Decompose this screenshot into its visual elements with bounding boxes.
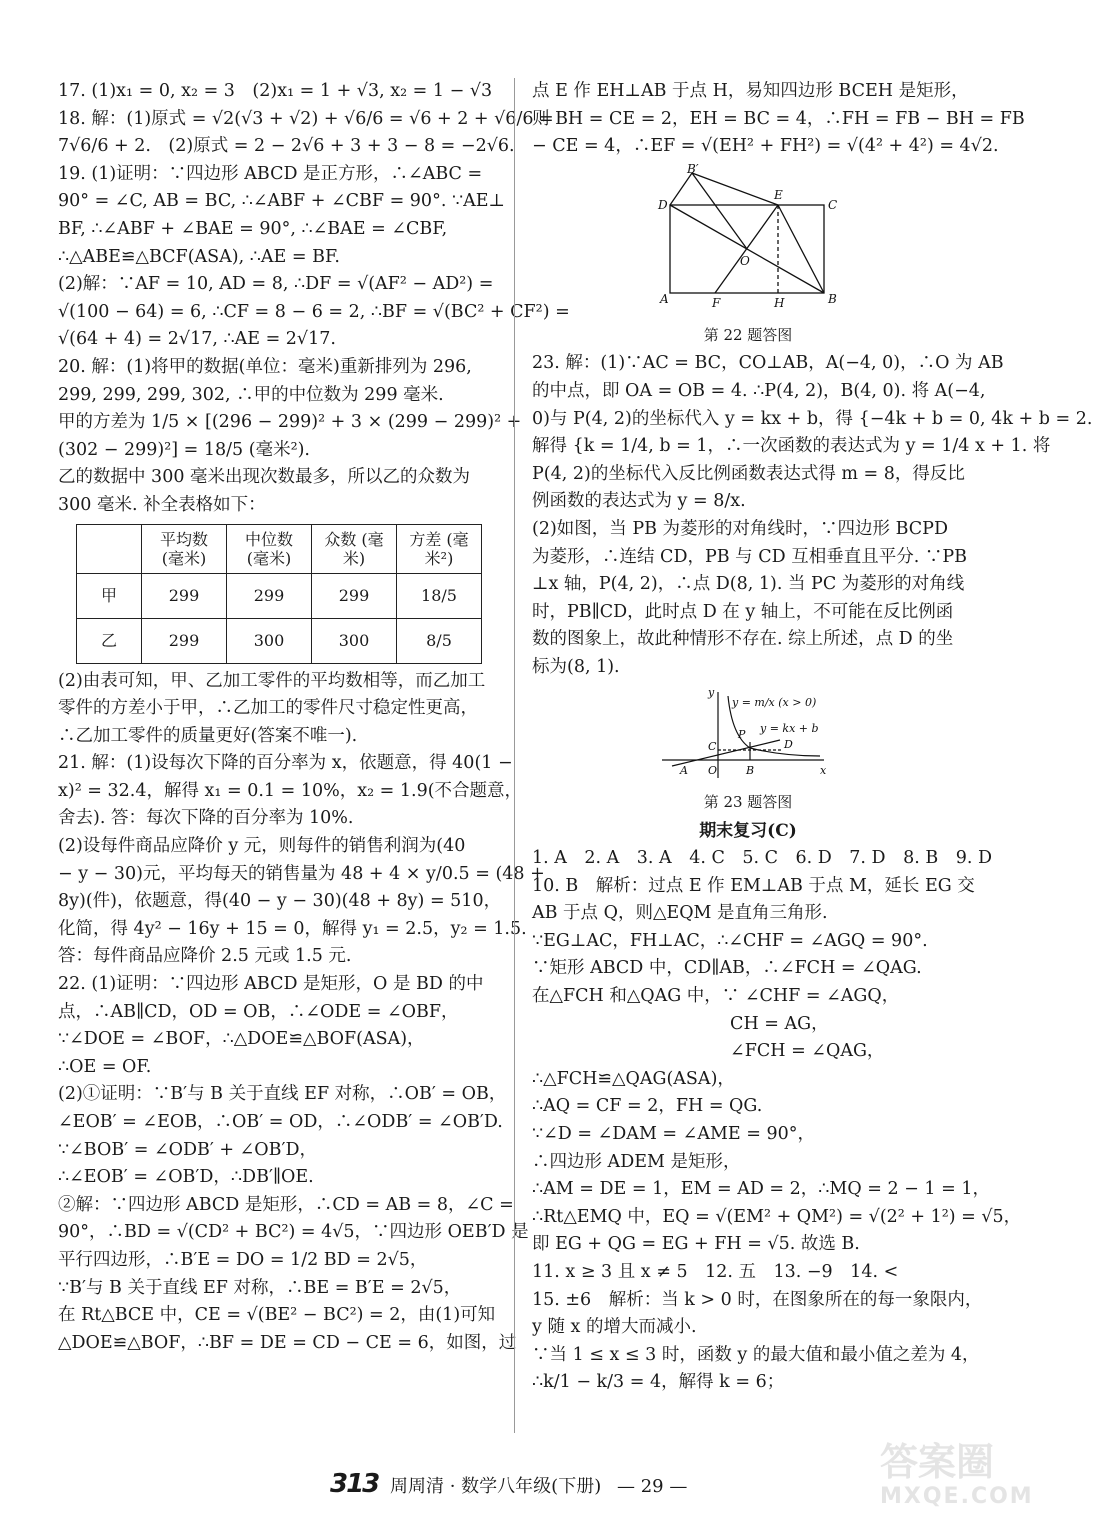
text-line: ∠FCH = ∠QAG， [532, 1041, 885, 1062]
label-inverse-function: y = m/x (x > 0) [732, 695, 817, 709]
text-line: 乙的数据中 300 毫米出现次数最多，所以乙的众数为 [58, 467, 471, 488]
text-line: 在△FCH 和△QAG 中，∵ ∠CHF = ∠AGQ， [532, 986, 900, 1007]
text-line: 时，PB∥CD，此时点 D 在 y 轴上，不可能在反比例函 [532, 601, 954, 622]
text-line: P(4, 2)的坐标代入反比例函数表达式得 m = 8，得反比 [532, 463, 965, 484]
table-cell: 299 [142, 573, 227, 618]
column-divider [514, 78, 515, 1433]
label-a: A [680, 763, 688, 777]
linear-line [672, 740, 780, 766]
figure-23 [532, 686, 964, 814]
text-line: 300 毫米. 补全表格如下： [58, 494, 266, 515]
label-e: E [774, 187, 783, 202]
text-line: ∴∠EOB′ = ∠OB′D，∴DB′∥OE. [58, 1167, 314, 1188]
text-line: 答：每件商品应降价 2.5 元或 1.5 元. [58, 946, 352, 967]
table-row [77, 618, 482, 663]
text-line: √(100 − 64) = 6, ∴CF = 8 − 6 = 2, ∴BF = √(BC² + CF²) = [58, 301, 570, 322]
text-line: ∵当 1 ≤ x ≤ 3 时，函数 y 的最大值和最小值之差为 4， [532, 1344, 980, 1365]
text-line: 11. x ≥ 3 且 x ≠ 5 12. 五 13. −9 14. < [532, 1262, 899, 1282]
left-column [58, 78, 570, 1357]
text-line: − y − 30)元，平均每天的销售量为 48 + 4 × y/0.5 = (48 + [58, 863, 545, 884]
text-line: AB 于点 Q，则△EQM 是直角三角形. [532, 903, 828, 924]
text-line: 8y)(件)，依题意，得(40 − y − 30)(48 + 8y) = 510， [58, 891, 502, 912]
text-line: BF, ∴∠ABF + ∠BAE = 90°, ∴∠BAE = ∠CBF, [58, 218, 448, 239]
text-line: ∴Rt△EMQ 中，EQ = √(EM² + QM²) = √(2² + 1²) = √5， [532, 1206, 1022, 1227]
text-line: 甲的方差为 1/5 × [(296 − 299)² + 3 × (299 − 299)² + [58, 412, 522, 433]
text-line: 7√6/6 + 2. (2)原式 = 2 − 2√6 + 3 + 3 − 8 = −2√6. [58, 136, 515, 157]
text-line: 23. 解：(1)∵AC = BC，CO⊥AB，A(−4, 0)，∴O 为 AB [532, 353, 1004, 374]
text-line: 90° = ∠C, AB = BC, ∴∠ABF + ∠CBF = 90°. ∵AE⊥ [58, 191, 505, 212]
table-header-cell: 中位数 (毫米) [227, 524, 312, 573]
left-text-block-1 [58, 78, 570, 520]
text-line: (2)如图，当 PB 为菱形的对角线时，∵四边形 BCPD [532, 518, 948, 539]
text-line: ∵∠DOE = ∠BOF，∴△DOE≌△BOF(ASA)， [58, 1029, 425, 1050]
text-line: ∴乙加工零件的质量更好(答案不唯一). [58, 725, 358, 746]
table-cell: 300 [312, 618, 397, 663]
text-line: ∴OE = OF. [58, 1056, 152, 1077]
figure-23-diagram [532, 686, 964, 782]
text-line: ∴△ABE≌△BCF(ASA), ∴AE = BF. [58, 246, 340, 267]
text-line: ⊥x 轴，P(4, 2)，∴点 D(8, 1). 当 PC 为菱形的对角线 [532, 574, 965, 595]
text-line: ∵B′与 B 关于直线 EF 对称，∴BE = B′E = 2√5， [58, 1277, 462, 1298]
label-h: H [774, 295, 785, 310]
text-line: (2)由表可知，甲、乙加工零件的平均数相等，而乙加工 [58, 670, 486, 691]
label-b: B [828, 291, 837, 306]
figure-22 [532, 161, 964, 347]
text-line: 19. (1)证明：∵四边形 ABCD 是正方形，∴∠ABC = [58, 163, 483, 184]
table-cell: 甲 [77, 573, 142, 618]
left-text-block-2 [58, 668, 545, 1358]
text-line: 平行四边形，∴B′E = DO = 1/2 BD = 2√5， [58, 1249, 428, 1270]
table-header-row [77, 524, 482, 573]
text-line: ②解：∵四边形 ABCD 是矩形，∴CD = AB = 8，∠C = [58, 1194, 514, 1215]
score-table [76, 524, 482, 664]
text-line: √(64 + 4) = 2√17, ∴AE = 2√17. [58, 329, 336, 350]
label-p: P [738, 727, 746, 741]
label-b: B [746, 763, 755, 777]
text-line: 1. A 2. A 3. A 4. C 5. C 6. D 7. D 8. B 9. D [532, 848, 992, 869]
label-linear-function: y = kx + b [760, 721, 819, 735]
segment-b-prime-e [692, 173, 778, 205]
text-line: (2)设每件商品应降价 y 元，则每件的销售利润为(40 [58, 836, 466, 857]
table-row [77, 573, 482, 618]
text-line: 21. 解：(1)设每次下降的百分率为 x，依题意，得 40(1 − [58, 753, 513, 774]
text-line: 10. B 解析：过点 E 作 EM⊥AB 于点 M，延长 EG 交 [532, 875, 975, 896]
text-line: 标为(8, 1). [532, 656, 620, 677]
table-cell: 300 [227, 618, 312, 663]
right-text-block-2 [532, 350, 1093, 681]
text-line: CH = AG， [532, 1013, 829, 1034]
text-line: 22. (1)证明：∵四边形 ABCD 是矩形，O 是 BD 的中 [58, 974, 484, 995]
text-line: 舍去). 答：每次下降的百分率为 10%. [58, 808, 354, 829]
table-cell: 299 [227, 573, 312, 618]
label-b-prime: B′ [687, 161, 699, 176]
watermark-url: MXQE.COM [880, 1484, 1034, 1509]
text-line: 在 Rt△BCE 中，CE = √(BE² − BC²) = 2，由(1)可知 [58, 1305, 496, 1326]
text-line: 的中点，即 OA = OB = 4. ∴P(4, 2)，B(4, 0). 将 A(−4, [532, 380, 986, 401]
table-cell: 299 [312, 573, 397, 618]
figure-22-diagram [532, 161, 964, 315]
text-line: 点，∴AB∥CD，OD = OB，∴∠ODE = ∠OBF， [58, 1001, 459, 1022]
text-line: 例函数的表达式为 y = 8/x. [532, 491, 746, 512]
text-line: − CE = 4，∴EF = √(EH² + FH²) = √(4² + 4²) = 4√2. [532, 136, 999, 157]
table-cell: 18/5 [397, 573, 482, 618]
text-line: 数的图象上，故此种情形不存在. 综上所述，点 D 的坐 [532, 629, 954, 650]
text-line: ∵∠D = ∠DAM = ∠AME = 90°， [532, 1124, 815, 1145]
text-line: 零件的方差小于甲，∴乙加工的零件尺寸稳定性更高， [58, 698, 478, 719]
label-a: A [660, 291, 669, 306]
right-text-block-3 [532, 845, 1022, 1397]
book-title: 周周清 · 数学八年级(下册) [390, 1476, 602, 1497]
text-line: 20. 解：(1)将甲的数据(单位：毫米)重新排列为 296, [58, 356, 472, 377]
text-line: ∴四边形 ADEM 是矩形， [532, 1151, 741, 1172]
label-o: O [740, 253, 750, 268]
text-line: y 随 x 的增大而减小. [532, 1317, 697, 1338]
text-line: 为菱形，∴连结 CD，PB 与 CD 互相垂直且平分. ∵PB [532, 546, 967, 567]
figure-23-caption: 第 23 题答图 [703, 793, 793, 812]
label-f: F [712, 295, 721, 310]
text-line: 则 BH = CE = 2，EH = BC = 4，∴FH = FB − BH = FB [532, 108, 1025, 129]
text-line: 即 EG + QG = EG + FH = √5. 故选 B. [532, 1234, 860, 1255]
figure-22-caption: 第 22 题答图 [703, 326, 793, 345]
table-cell: 8/5 [397, 618, 482, 663]
text-line: 0)与 P(4, 2)的坐标代入 y = kx + b，得 {−4k + b = 0, 4k + b = 2. [532, 408, 1093, 429]
text-line: x)² = 32.4，解得 x₁ = 0.1 = 10%，x₂ = 1.9(不合题意， [58, 780, 523, 801]
section-title: 期末复习(C) [699, 821, 797, 842]
text-line: 15. ±6 解析：当 k > 0 时，在图象所在的每一象限内， [532, 1289, 983, 1310]
table-header-cell [77, 524, 142, 573]
text-line: (302 − 299)²] = 18/5 (毫米²). [58, 439, 310, 460]
text-line: 解得 {k = 1/4, b = 1，∴一次函数的表达式为 y = 1/4 x + 1. 将 [532, 436, 1051, 457]
label-y: y [708, 685, 715, 699]
watermark-text: 答案圈 [880, 1440, 995, 1484]
text-line: ∠EOB′ = ∠EOB，∴OB′ = OD，∴∠ODB′ = ∠OB′D. [58, 1112, 503, 1132]
text-line: ∴AM = DE = 1，EM = AD = 2，∴MQ = 2 − 1 = 1， [532, 1179, 990, 1200]
text-line: ∴△FCH≌△QAG(ASA)， [532, 1068, 735, 1089]
label-x: x [820, 763, 827, 777]
text-line: 化简，得 4y² − 16y + 15 = 0，解得 y₁ = 2.5，y₂ = 1.5. [58, 918, 527, 939]
label-o: O [708, 763, 718, 777]
page-footer [330, 1470, 687, 1501]
right-column [532, 78, 1093, 1397]
table-cell: 乙 [77, 618, 142, 663]
label-c: C [828, 197, 838, 212]
table-header-cell: 方差 (毫米²) [397, 524, 482, 573]
text-line: 点 E 作 EH⊥AB 于点 H，易知四边形 BCEH 是矩形， [532, 81, 969, 101]
table-header-cell: 众数 (毫米) [312, 524, 397, 573]
watermark [880, 1440, 1034, 1510]
text-line: ∵∠BOB′ = ∠ODB′ + ∠OB′D， [58, 1139, 317, 1160]
text-line: △DOE≌△BOF，∴BF = DE = CD − CE = 6，如图，过 [58, 1332, 517, 1353]
brand-logo: 313 [330, 1469, 379, 1499]
text-line: 17. (1)x₁ = 0, x₂ = 3 (2)x₁ = 1 + √3, x₂ = 1 − √3 [58, 81, 493, 101]
label-d: D [658, 197, 668, 212]
text-line: ∵EG⊥AC，FH⊥AC，∴∠CHF = ∠AGQ = 90°. [532, 930, 928, 951]
text-line: ∴k/1 − k/3 = 4，解得 k = 6； [532, 1372, 785, 1393]
label-d: D [784, 737, 793, 751]
table-header-cell: 平均数 (毫米) [142, 524, 227, 573]
right-text-block-1 [532, 78, 1025, 161]
segment-b-prime-o [692, 173, 747, 249]
page-number: — 29 — [616, 1476, 688, 1497]
table-cell: 299 [142, 618, 227, 663]
text-line: 90°，∴BD = √(CD² + BC²) = 4√5，∵四边形 OEB′D 是 [58, 1222, 529, 1243]
text-line: ∵矩形 ABCD 中，CD∥AB，∴∠FCH = ∠QAG. [532, 958, 922, 979]
text-line: 299, 299, 299, 302, ∴甲的中位数为 299 毫米. [58, 384, 444, 405]
text-line: ∴AQ = CF = 2，FH = QG. [532, 1096, 763, 1117]
segment-db-prime [670, 173, 692, 205]
text-line: (2)①证明：∵B′与 B 关于直线 EF 对称，∴OB′ = OB， [58, 1084, 507, 1105]
text-line: 18. 解：(1)原式 = √2(√3 + √2) + √6/6 = √6 + 2 + √6/6 = [58, 108, 554, 129]
label-c: C [708, 739, 717, 753]
text-line: (2)解：∵AF = 10, AD = 8, ∴DF = √(AF² − AD²) = [58, 274, 494, 295]
